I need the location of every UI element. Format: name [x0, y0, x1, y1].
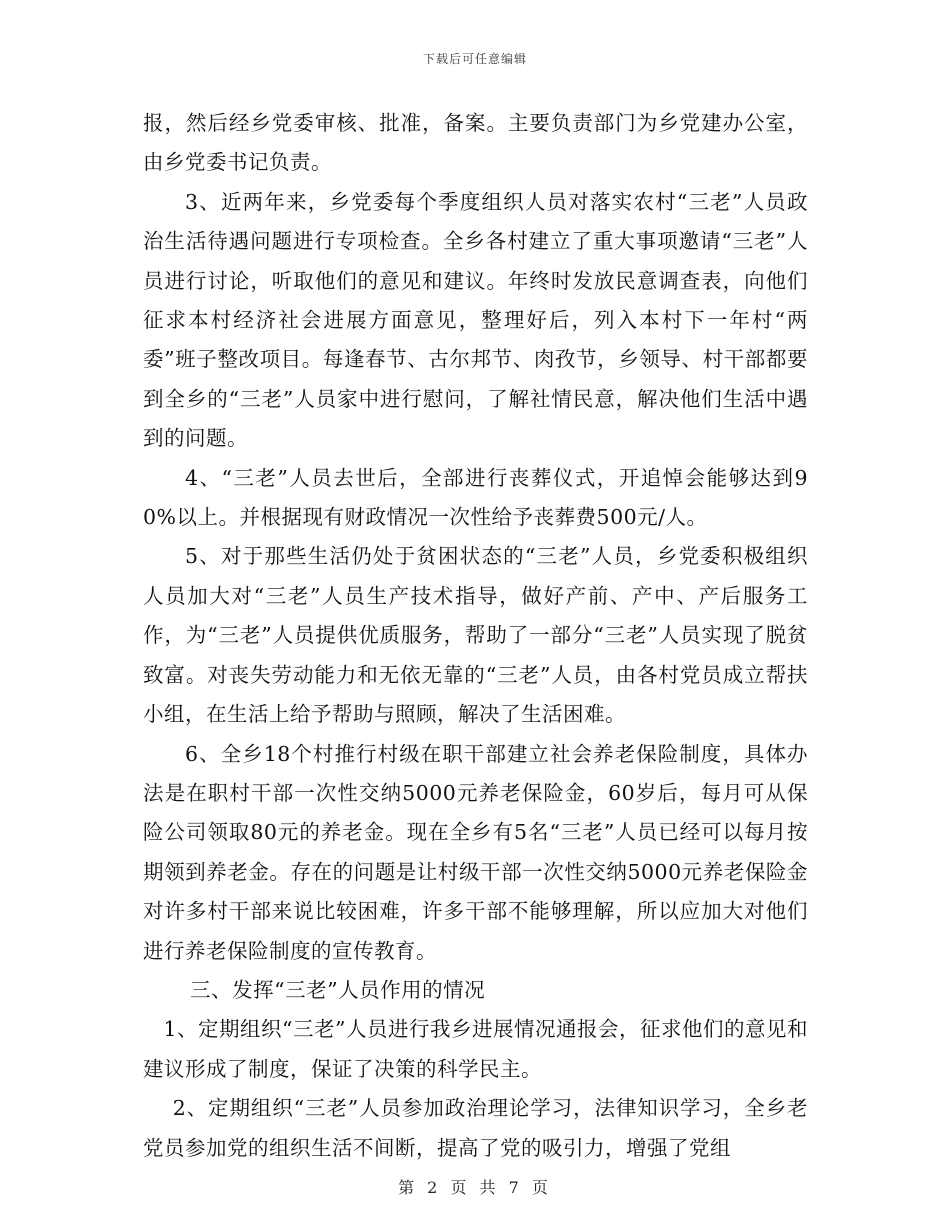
page-number: 第 2 页 共 7 页	[398, 1178, 552, 1197]
paragraph-item-3: 3、近两年来，乡党委每个季度组织人员对落实农村“三老”人员政治生活待遇问题进行专项检查。全乡各村建立了重大事项邀请“三老”人员进行讨论，听取他们的意见和建议。年终时发放民意调查表，向他们征求本村经济社会进展方面意见，整理好后，列入本村下一年村“两委”班子整改项目。每逢春节、古尔邦节、肉孜节，乡领导、村干部都要到全乡的“三老”人员家中进行慰问，了解社情民意，解决他们生活中遇到的问题。	[143, 189, 808, 451]
paragraph-item-6: 6、全乡18个村推行村级在职干部建立社会养老保险制度，具体办法是在职村干部一次性交纳5000元养老保险金，60岁后，每月可从保险公司领取80元的养老金。现在全乡有5名“三老”人员已经可以每月按期领到养老金。存在的问题是让村级干部一次性交纳5000元养老保险金对许多村干部来说比较困难，许多干部不能够理解，所以应加大对他们进行养老保险制度的宣传教育。	[143, 741, 808, 963]
page-header: 下载后可任意编辑	[422, 52, 527, 66]
paragraph-item-5: 5、对于那些生活仍处于贫困状态的“三老”人员，乡党委积极组织人员加大对“三老”人员生产技术指导，做好产前、产中、产后服务工作，为“三老”人员提供优质服务，帮助了一部分“三老”人员实现了脱贫致富。对丧失劳动能力和无依无靠的“三老”人员，由各村党员成立帮扶小组，在生活上给予帮助与照顾，解决了生活困难。	[143, 544, 808, 727]
paragraph-item-4: 4、“三老”人员去世后，全部进行丧葬仪式，开追悼会能够达到90%以上。并根据现有财政情况一次性给予丧葬费500元/人。	[143, 465, 808, 530]
paragraph-continuation: 报，然后经乡党委审核、批准，备案。主要负责部门为乡党建办公室，由乡党委书记负责。	[143, 111, 808, 175]
section-heading: 三、发挥“三老”人员作用的情况	[190, 977, 486, 1002]
document-body	[143, 104, 808, 1168]
paragraph-section3-item-2: 2、定期组织“三老”人员参加政治理论学习，法律知识学习，全乡老党员参加党的组织生活不间断，提高了党的吸引力，增强了党组	[143, 1096, 808, 1160]
paragraph-section3-item-1: 1、定期组织“三老”人员进行我乡进展情况通报会，征求他们的意见和建议形成了制度，保证了决策的科学民主。	[143, 1017, 809, 1081]
